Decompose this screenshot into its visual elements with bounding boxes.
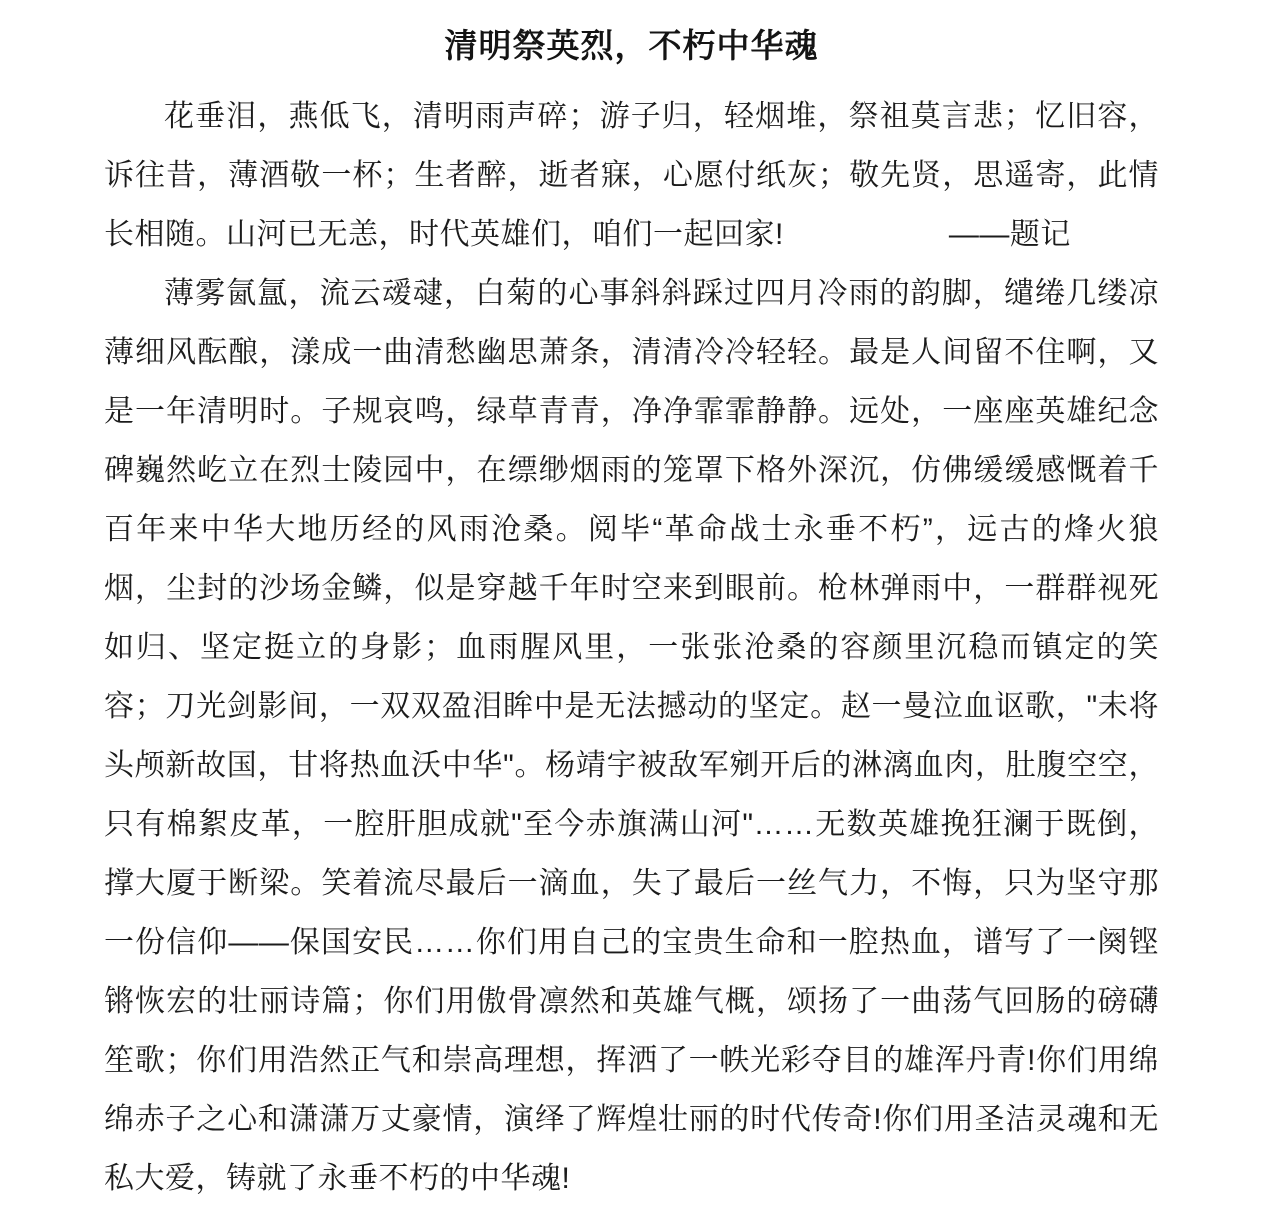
- epigraph-text: 花垂泪，燕低飞，清明雨声碎；游子归，轻烟堆，祭祖莫言悲；忆旧容，诉往昔，薄酒敬一杯；生者醉，逝者寐，心愿付纸灰；敬先贤，思遥寄，此情长相随。山河已无恙，时代英雄们，咱们一起回家!: [104, 100, 1159, 251]
- document-title: 清明祭英烈，不朽中华魂: [444, 27, 819, 64]
- body-paragraph: 薄雾氤氲，流云叆叇，白菊的心事斜斜踩过四月冷雨的韵脚，缱绻几缕凉薄细风酝酿，漾成一曲清愁幽思萧条，清清冷冷轻轻。最是人间留不住啊，又是一年清明时。子规哀鸣，绿草青青，净净霏霏静静。远处，一座座英雄纪念碑巍然屹立在烈士陵园中，在缥缈烟雨的笼罩下格外深沉，仿佛缓缓感慨着千百年来中华大地历经的风雨沧桑。阅毕“革命战士永垂不朽”，远古的烽火狼烟，尘封的沙场金鳞，似是穿越千年时空来到眼前。枪林弹雨中，一群群视死如归、坚定挺立的身影；血雨腥风里，一张张沧桑的容颜里沉稳而镇定的笑容；刀光剑影间，一双双盈泪眸中是无法撼动的坚定。赵一曼泣血讴歌，"未将头颅新故国，甘将热血沃中华"。杨靖宇被敌军剜开后的淋漓血肉，肚腹空空，只有棉絮皮革，一腔肝胆成就"至今赤旗满山河"……无数英雄挽狂澜于既倒，撑大厦于断梁。笑着流尽最后一滴血，失了最后一丝气力，不悔，只为坚守那一份信仰——保国安民……你们用自己的宝贵生命和一腔热血，谱写了一阕铿锵恢宏的壮丽诗篇；你们用傲骨凛然和英雄气概，颂扬了一曲荡气回肠的磅礴笙歌；你们用浩然正气和崇高理想，挥洒了一帙光彩夺目的雄浑丹青!你们用绵绵赤子之心和潇潇万丈豪情，演绎了辉煌壮丽的时代传奇!你们用圣洁灵魂和无私大爱，铸就了永垂不朽的中华魂!: [104, 277, 1159, 1195]
- epigraph-paragraph: [104, 87, 1159, 264]
- epigraph-attribution: ——题记: [948, 218, 1071, 251]
